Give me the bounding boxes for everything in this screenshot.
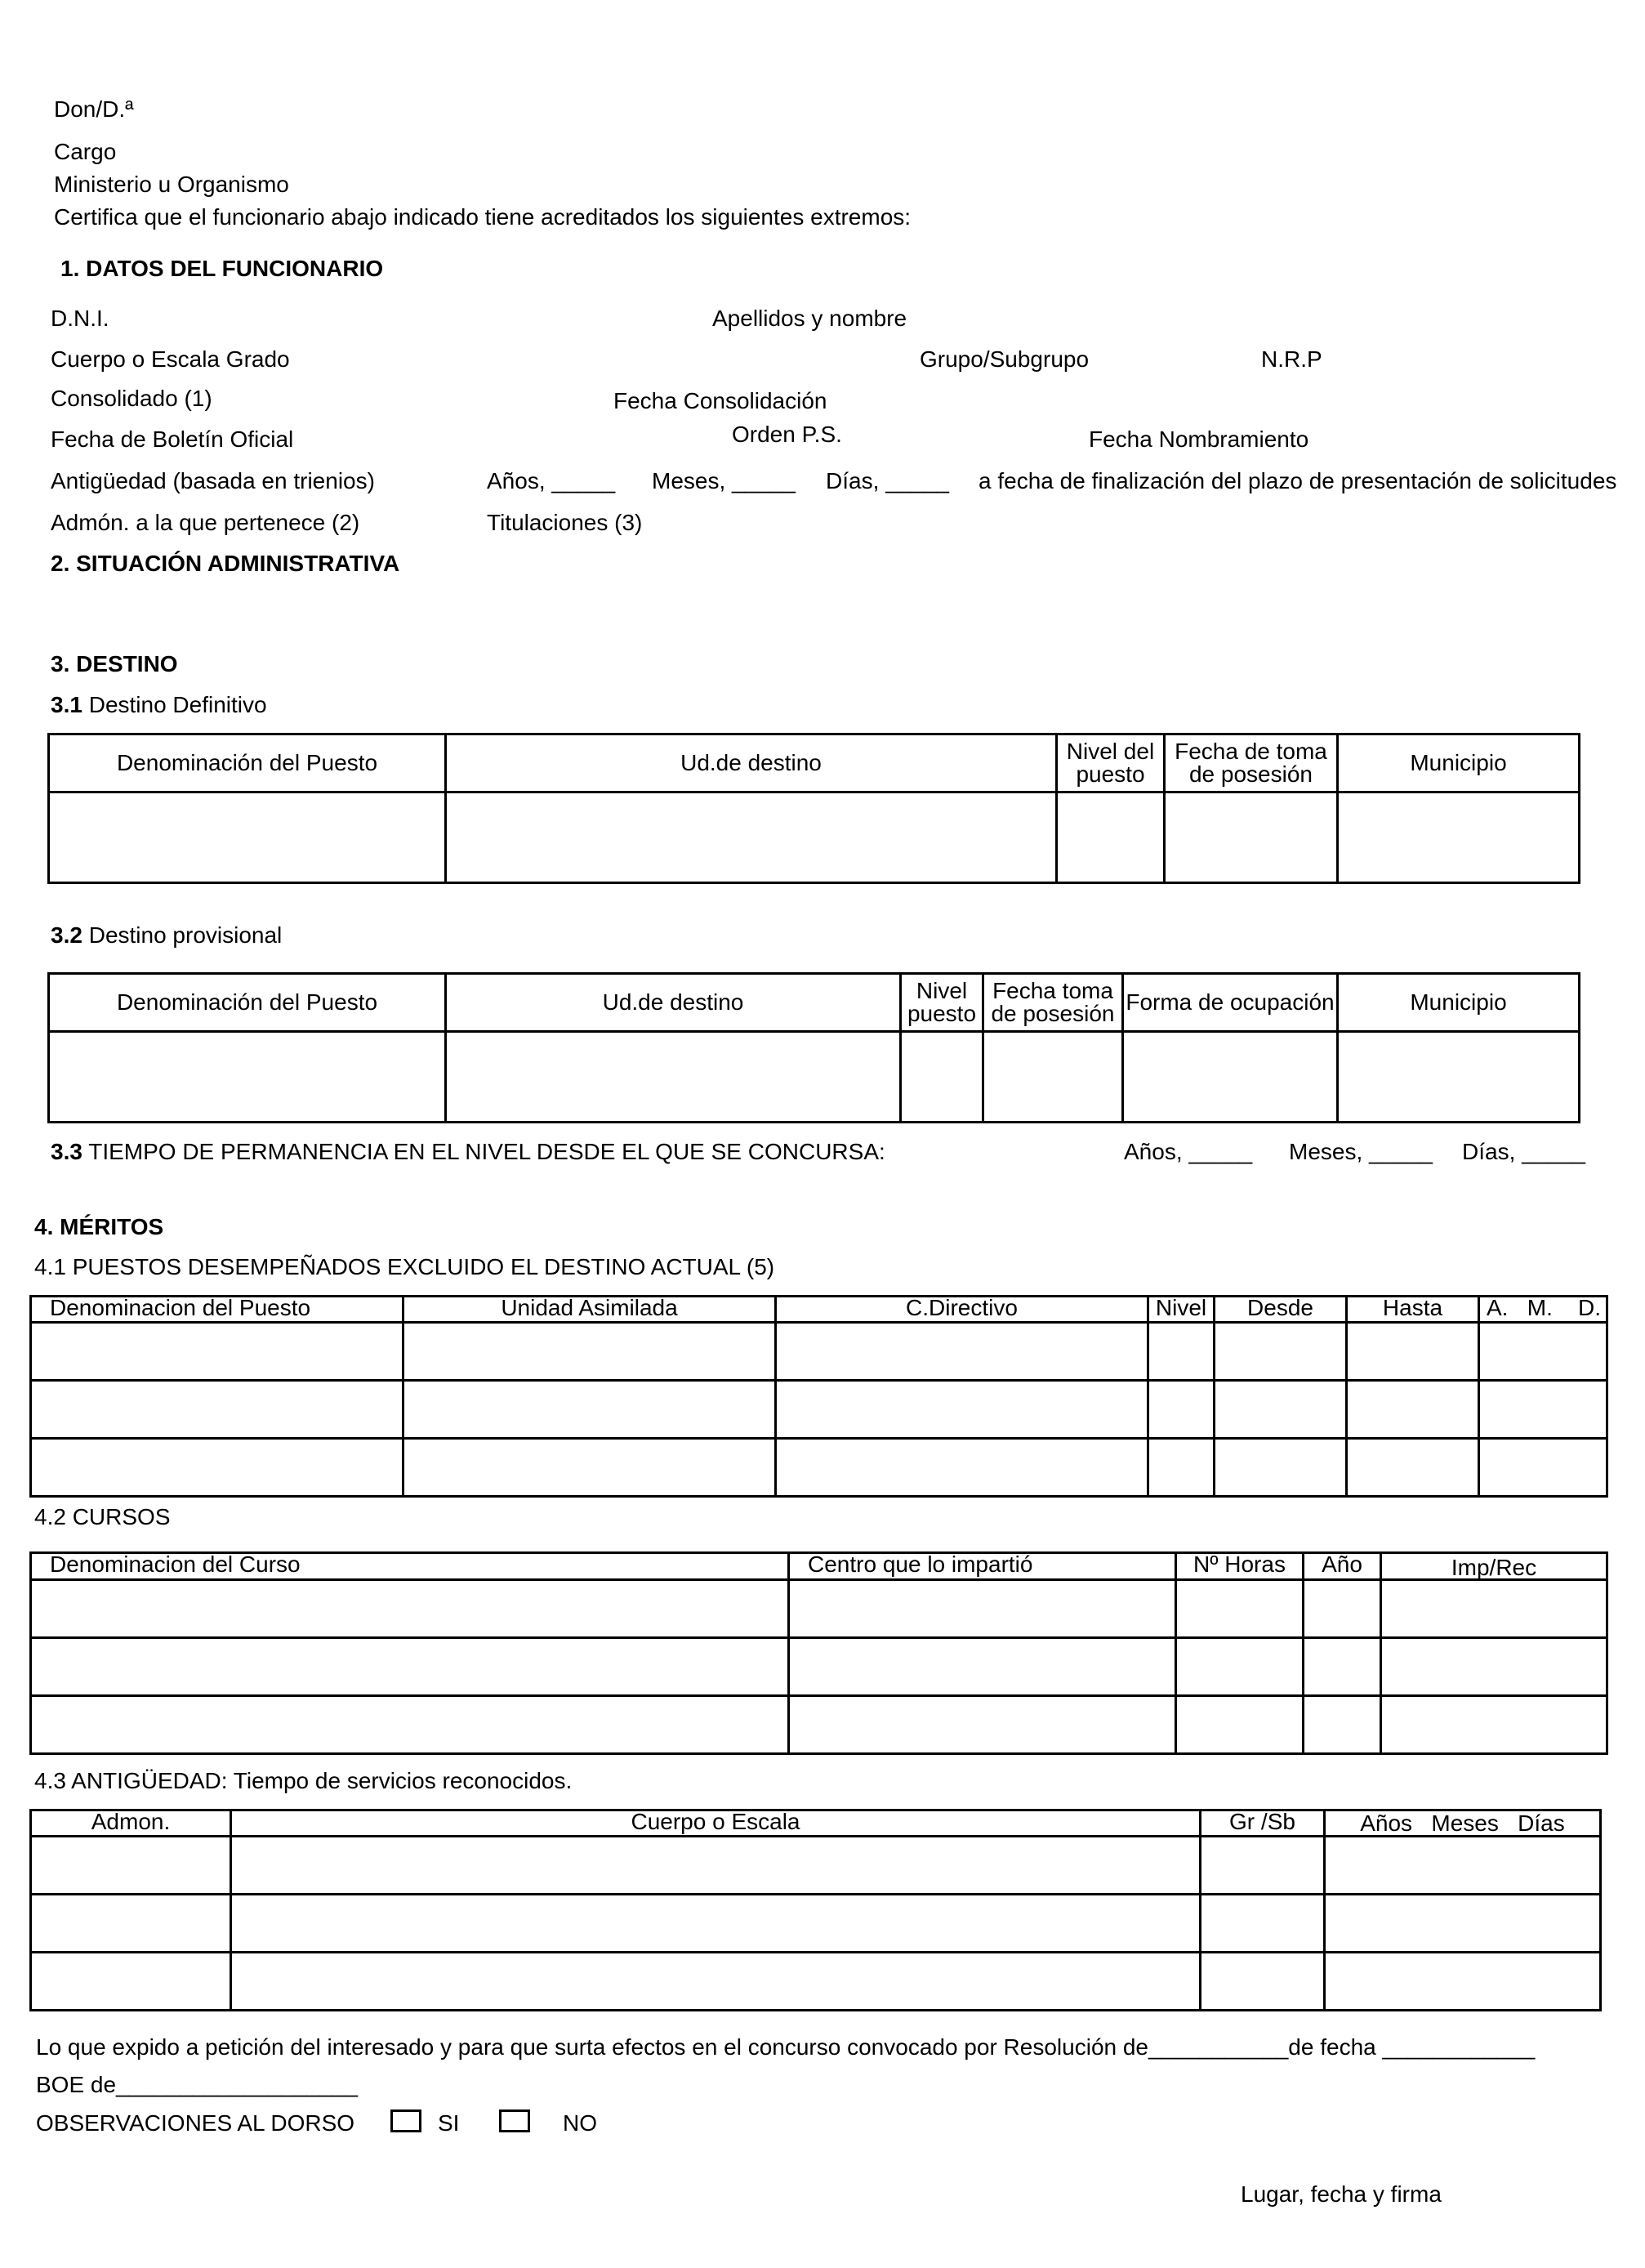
table-cell[interactable] (1325, 1895, 1601, 1953)
table-cell[interactable] (1338, 1032, 1580, 1123)
table-cell[interactable] (789, 1696, 1176, 1754)
ministerio-label: Ministerio u Organismo (54, 172, 289, 197)
column-header: Nivel del puesto (1057, 734, 1165, 792)
table-cell[interactable] (776, 1439, 1148, 1497)
column-header: Admon. (31, 1810, 231, 1837)
table-row (31, 1323, 1607, 1381)
table-cell[interactable] (1479, 1323, 1607, 1381)
column-header: Unidad Asimilada (403, 1297, 776, 1323)
section-4-title: 4. MÉRITOS (34, 1214, 164, 1239)
table-cell[interactable] (1148, 1323, 1215, 1381)
table-cell[interactable] (1148, 1381, 1215, 1439)
no-checkbox[interactable] (499, 2110, 530, 2132)
admon-label: Admón. a la que pertenece (2) (51, 510, 360, 535)
table-cell[interactable] (1201, 1953, 1325, 2011)
table-cell[interactable] (31, 1381, 403, 1439)
si-checkbox[interactable] (390, 2110, 421, 2132)
table-cell[interactable] (1381, 1696, 1607, 1754)
table-cell[interactable] (1176, 1638, 1304, 1696)
grupo-label: Grupo/Subgrupo (920, 346, 1090, 372)
table-cell[interactable] (1057, 792, 1165, 883)
table-4-3-antiguedad (29, 1809, 1602, 2011)
column-header: Ud.de destino (446, 734, 1057, 792)
column-header: Municipio (1338, 974, 1580, 1032)
column-header: Hasta (1347, 1297, 1479, 1323)
column-header: Denominación del Puesto (49, 734, 446, 792)
table-cell[interactable] (789, 1580, 1176, 1638)
orden-ps-label: Orden P.S. (732, 422, 842, 447)
column-header: Desde (1215, 1297, 1347, 1323)
column-header: C.Directivo (776, 1297, 1148, 1323)
dias-field: Días, _____ (826, 468, 949, 493)
table-cell[interactable] (446, 1032, 901, 1123)
expido-text: Lo que expido a petición del interesado y para que surta efectos en el concurso convocado por Resolución de___________de fecha ____________ (36, 2034, 1536, 2060)
permanencia-meses-field: Meses, _____ (1289, 1139, 1433, 1164)
table-3-2-destino-provisional (47, 972, 1580, 1123)
column-header: Denominación del Puesto (49, 974, 446, 1032)
observaciones-label: OBSERVACIONES AL DORSO (36, 2110, 355, 2136)
section-1-title: 1. DATOS DEL FUNCIONARIO (60, 256, 384, 281)
table-cell[interactable] (31, 1580, 789, 1638)
column-header: Gr /Sb (1201, 1810, 1325, 1837)
table-cell[interactable] (1381, 1580, 1607, 1638)
table-cell[interactable] (1325, 1837, 1601, 1895)
column-header: Cuerpo o Escala (231, 1810, 1201, 1837)
no-label: NO (563, 2110, 597, 2136)
table-cell[interactable] (1304, 1696, 1381, 1754)
si-label: SI (438, 2110, 460, 2136)
table-cell[interactable] (403, 1323, 776, 1381)
table-row (31, 1439, 1607, 1497)
table-cell[interactable] (31, 1323, 403, 1381)
apellidos-label: Apellidos y nombre (712, 306, 907, 331)
a-fecha-text: a fecha de finalización del plazo de presentación de solicitudes (979, 468, 1617, 493)
anos-field: Años, _____ (487, 468, 616, 493)
section-3-title: 3. DESTINO (51, 651, 178, 676)
table-cell[interactable] (1176, 1696, 1304, 1754)
table-row (31, 1381, 1607, 1439)
table-cell[interactable] (1215, 1439, 1347, 1497)
table-cell[interactable] (776, 1381, 1148, 1439)
fecha-boletin-label: Fecha de Boletín Oficial (51, 426, 294, 452)
table-cell[interactable] (1325, 1953, 1601, 2011)
table-cell[interactable] (31, 1696, 789, 1754)
section-2-title: 2. SITUACIÓN ADMINISTRATIVA (51, 551, 400, 576)
fecha-nombramiento-label: Fecha Nombramiento (1089, 426, 1309, 452)
subsection-3-3-number: 3.3 (51, 1139, 82, 1164)
table-cell[interactable] (1215, 1323, 1347, 1381)
dni-label: D.N.I. (51, 306, 109, 331)
column-header: Nivel (1148, 1297, 1215, 1323)
table-cell[interactable] (983, 1032, 1123, 1123)
subsection-3-2-number: 3.2 (51, 922, 82, 948)
table-cell[interactable] (231, 1837, 1201, 1895)
subsection-4-2-title: 4.2 CURSOS (34, 1504, 171, 1529)
table-cell[interactable] (446, 792, 1057, 883)
antiguedad-label: Antigüedad (basada en trienios) (51, 468, 375, 493)
column-header: Denominacion del Curso (31, 1553, 789, 1580)
table-cell[interactable] (31, 1953, 231, 2011)
column-header: Año (1304, 1553, 1381, 1580)
table-row (31, 1696, 1607, 1754)
table-cell[interactable] (49, 792, 446, 883)
column-header: Nivel puesto (901, 974, 983, 1032)
table-cell[interactable] (231, 1895, 1201, 1953)
subsection-4-3-title: 4.3 ANTIGÜEDAD: Tiempo de servicios reconocidos. (34, 1768, 573, 1793)
table-cell[interactable] (1338, 792, 1580, 883)
table-cell[interactable] (1304, 1638, 1381, 1696)
table-row (31, 1837, 1601, 1895)
table-cell[interactable] (1304, 1580, 1381, 1638)
column-header: Municipio (1338, 734, 1580, 792)
table-4-1-puestos (29, 1295, 1608, 1498)
column-header: Imp/Rec (1381, 1553, 1607, 1580)
table-row (31, 1638, 1607, 1696)
column-header: Fecha toma de posesión (983, 974, 1123, 1032)
table-cell[interactable] (901, 1032, 983, 1123)
table-cell[interactable] (31, 1638, 789, 1696)
table-cell[interactable] (1479, 1439, 1607, 1497)
table-cell[interactable] (1123, 1032, 1338, 1123)
table-cell[interactable] (1176, 1580, 1304, 1638)
table-cell[interactable] (1347, 1323, 1479, 1381)
subsection-3-1-label: Destino Definitivo (82, 692, 267, 717)
table-cell[interactable] (1381, 1638, 1607, 1696)
certifica-text: Certifica que el funcionario abajo indicado tiene acreditados los siguientes extremos: (54, 204, 912, 230)
table-cell[interactable] (1479, 1381, 1607, 1439)
column-header: Nº Horas (1176, 1553, 1304, 1580)
column-header: A. M. D. (1479, 1297, 1607, 1323)
don-label: Don/D.ª (54, 96, 134, 122)
subsection-3-1-number: 3.1 (51, 692, 82, 717)
subsection-3-3-title (51, 1139, 885, 1165)
table-row (31, 1580, 1607, 1638)
table-cell[interactable] (49, 1032, 446, 1123)
table-cell[interactable] (31, 1439, 403, 1497)
column-header: Forma de ocupación (1123, 974, 1338, 1032)
table-row (49, 1032, 1580, 1123)
cuerpo-label: Cuerpo o Escala Grado (51, 346, 290, 372)
table-cell[interactable] (776, 1323, 1148, 1381)
subsection-3-3-label: TIEMPO DE PERMANENCIA EN EL NIVEL DESDE EL QUE SE CONCURSA: (82, 1139, 885, 1164)
table-cell[interactable] (1201, 1895, 1325, 1953)
table-cell[interactable] (1347, 1439, 1479, 1497)
nrp-label: N.R.P (1261, 346, 1322, 372)
permanencia-dias-field: Días, _____ (1462, 1139, 1585, 1164)
subsection-3-2-label: Destino provisional (82, 922, 283, 948)
table-3-1-destino-definitivo (47, 733, 1580, 884)
table-cell[interactable] (1215, 1381, 1347, 1439)
table-cell[interactable] (1347, 1381, 1479, 1439)
column-header: Ud.de destino (446, 974, 901, 1032)
permanencia-anos-field: Años, _____ (1124, 1139, 1253, 1164)
table-cell[interactable] (1148, 1439, 1215, 1497)
table-4-2-cursos (29, 1551, 1608, 1755)
fecha-consolidacion-label: Fecha Consolidación (613, 388, 827, 413)
table-cell[interactable] (403, 1439, 776, 1497)
table-row (31, 1953, 1601, 2011)
table-cell[interactable] (1201, 1837, 1325, 1895)
titulaciones-label: Titulaciones (3) (487, 510, 643, 535)
subsection-3-2-title (51, 922, 282, 949)
column-header: Denominacion del Puesto (31, 1297, 403, 1323)
table-cell[interactable] (403, 1381, 776, 1439)
consolidado-label: Consolidado (1) (51, 386, 212, 411)
table-row (49, 792, 1580, 883)
boe-text: BOE de___________________ (36, 2072, 358, 2097)
lugar-fecha-firma-label: Lugar, fecha y firma (1241, 2181, 1442, 2207)
table-cell[interactable] (231, 1953, 1201, 2011)
subsection-4-1-title: 4.1 PUESTOS DESEMPEÑADOS EXCLUIDO EL DESTINO ACTUAL (5) (34, 1254, 775, 1279)
table-row (31, 1895, 1601, 1953)
column-header: Centro que lo impartió (789, 1553, 1176, 1580)
table-cell[interactable] (1165, 792, 1338, 883)
table-cell[interactable] (789, 1638, 1176, 1696)
table-cell[interactable] (31, 1895, 231, 1953)
column-header: Fecha de toma de posesión (1165, 734, 1338, 792)
meses-field: Meses, _____ (652, 468, 796, 493)
column-header: Años Meses Días (1325, 1810, 1601, 1837)
cargo-label: Cargo (54, 139, 117, 164)
table-cell[interactable] (31, 1837, 231, 1895)
subsection-3-1-title (51, 692, 267, 718)
